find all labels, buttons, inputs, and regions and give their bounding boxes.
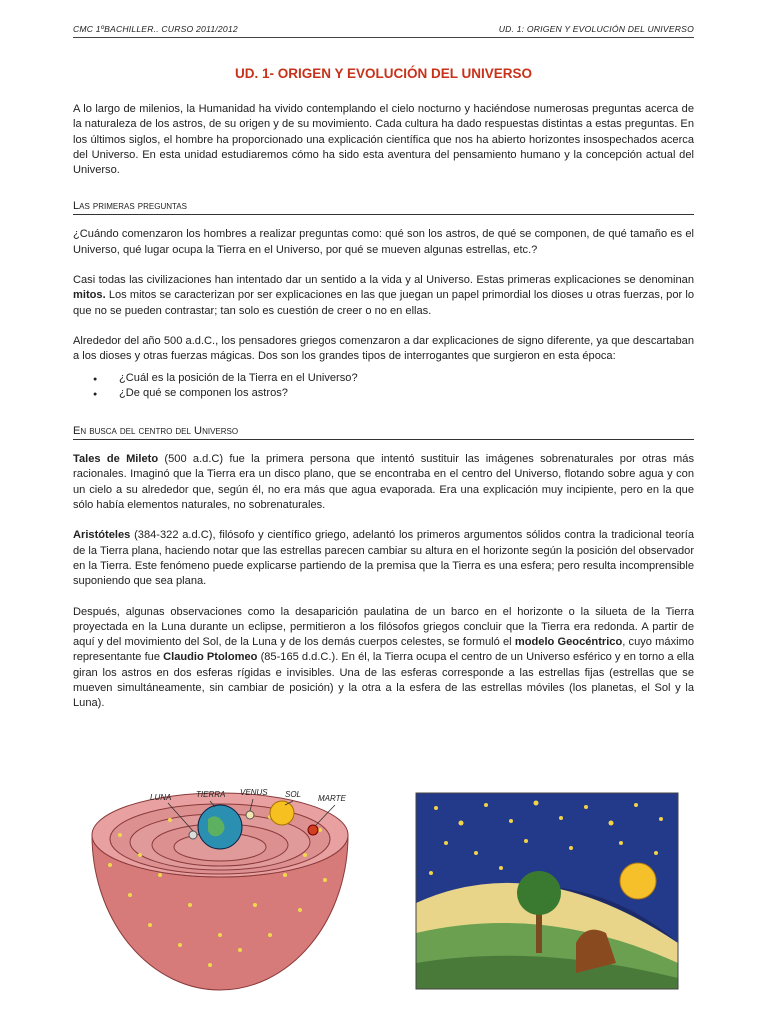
page-title: UD. 1- ORIGEN Y EVOLUCIÓN DEL UNIVERSO [234, 66, 533, 81]
flammarion-engraving-image [416, 793, 678, 989]
label-sol: SOL [285, 790, 302, 799]
running-header [73, 24, 694, 38]
term-modelo-geocentrico: modelo Geocéntrico [514, 636, 623, 649]
moon-icon [189, 831, 197, 839]
label-tierra: TIERRA [196, 790, 226, 799]
intro-paragraph: A lo largo de milenios, la Humanidad ha vivido contemplando el cielo nocturno y haciéndose numerosas preguntas acerca de la naturaleza de los astros, de su origen y de su movimiento. Cada cultura ha dado respuestas distintas a estas preguntas. En los últimos siglos, el hombre ha proporcionado una explicación científica que nos ha abierto horizontes insospechados acerca del Universo. En esta unidad estudiaremos cómo ha sido esta aventura del pensamiento humano y la concepción actual del Universo. [73, 103, 694, 177]
label-venus: VENUS [240, 788, 268, 797]
term-mitos: mitos. [73, 289, 106, 302]
sun-icon [270, 801, 294, 825]
sun-face-icon [620, 863, 656, 899]
label-marte: MARTE [318, 794, 346, 803]
label-luna: LUNA [150, 793, 172, 802]
list-item: ● ¿De qué se componen los astros? [73, 386, 694, 401]
list-item: ● ¿Cuál es la posición de la Tierra en el Universo? [73, 371, 694, 386]
paragraph-questions: ¿Cuándo comenzaron los hombres a realizar preguntas como: qué son los astros, de qué se componen, de qué tamaño es el Universo, qué lugar ocupa la Tierra en el Universo, por qué se mueven algunas estrellas, etc.? [73, 228, 694, 256]
paragraph-tales: Tales de Mileto (500 a.d.C) fue la primera persona que intentó sustituir las imágenes sobrenaturales por otras más racionales. Imaginó que la Tierra era un disco plano, que se encontraba en el centro del Universo, flotando sobre agua y con un cielo a su alrededor que, según él, no era más que agua evaporada. Era una explicación muy incipiente, pero en la que sólo había elementos naturales, no sobrenaturales. [73, 453, 695, 512]
paragraph-aristoteles: Aristóteles (384-322 a.d.C), filósofo y científico griego, adelantó los primeros argumentos sólidos contra la tradicional teoría de la Tierra plana, haciendo notar que las estrellas parecen cambiar su altura en el horizonte según la posición del observador en la Tierra. Este fenómeno puede explicarse partiendo de la premisa que la Tierra es una esfera; pero resulta incomprensible suponiendo que sea plana. [73, 529, 695, 588]
header-right: UD. 1: ORIGEN Y EVOLUCIÓN DEL UNIVERSO [498, 24, 694, 34]
header-left: CMC 1ºBACHILLER.. CURSO 2011/2012 [73, 24, 238, 34]
question-list [73, 371, 694, 402]
venus-icon [246, 811, 254, 819]
geocentric-model-illustration [92, 788, 348, 990]
name-ptolomeo: Claudio Ptolomeo [163, 651, 258, 664]
section-heading-centro-universo: En busca del centro del Universo [73, 425, 694, 440]
paragraph-geocentrico: Después, algunas observaciones como la desaparición paulatina de un barco en el horizonte o la silueta de la Tierra proyectada en la Luna durante un eclipse, permitieron a los filósofos griegos concluir que la Tierra era redonda. A partir de aquí y del movimiento del Sol, de la Luna y de los demás cuerpos celestes, se formuló el modelo Geocéntrico, cuyo máximo representante fue Claudio Ptolomeo (85-165 d.d.C.). En él, la Tierra ocupa el centro de un Universo esférico y en torno a ella giran los astros en dos esferas rígidas e invisibles. Una de las esferas corresponde a las estrellas fijas (estrellas que se mueven simultáneamente, sin cambiar de posición) y la otra a la esfera de las estrellas móviles (los planetas, el Sol y la Luna). [73, 605, 695, 710]
name-tales: Tales de Mileto [73, 453, 159, 466]
paragraph-griegos: Alrededor del año 500 a.d.C., los pensadores griegos comenzaron a dar explicaciones de signo diferente, ya que descartaban a los dioses y otras fuerzas mágicas. Dos son los grandes tipos de interrogantes que surgieron en esta época: [73, 334, 694, 363]
mars-icon [308, 825, 318, 835]
section-heading-primeras-preguntas: Las primeras preguntas [73, 200, 694, 215]
figures [90, 775, 690, 995]
paragraph-mitos: Casi todas las civilizaciones han intentado dar un sentido a la vida y al Universo. Estas primeras explicaciones se denominan mitos. Los mitos se caracterizan por ser explicaciones en las que juegan un papel primordial los dioses u otras fuerzas, por lo que no se pueden contrastar; tan solo es cuestión de creer o no en ellas. [73, 274, 694, 317]
name-aristoteles: Aristóteles [73, 529, 131, 542]
document-page [73, 24, 694, 712]
